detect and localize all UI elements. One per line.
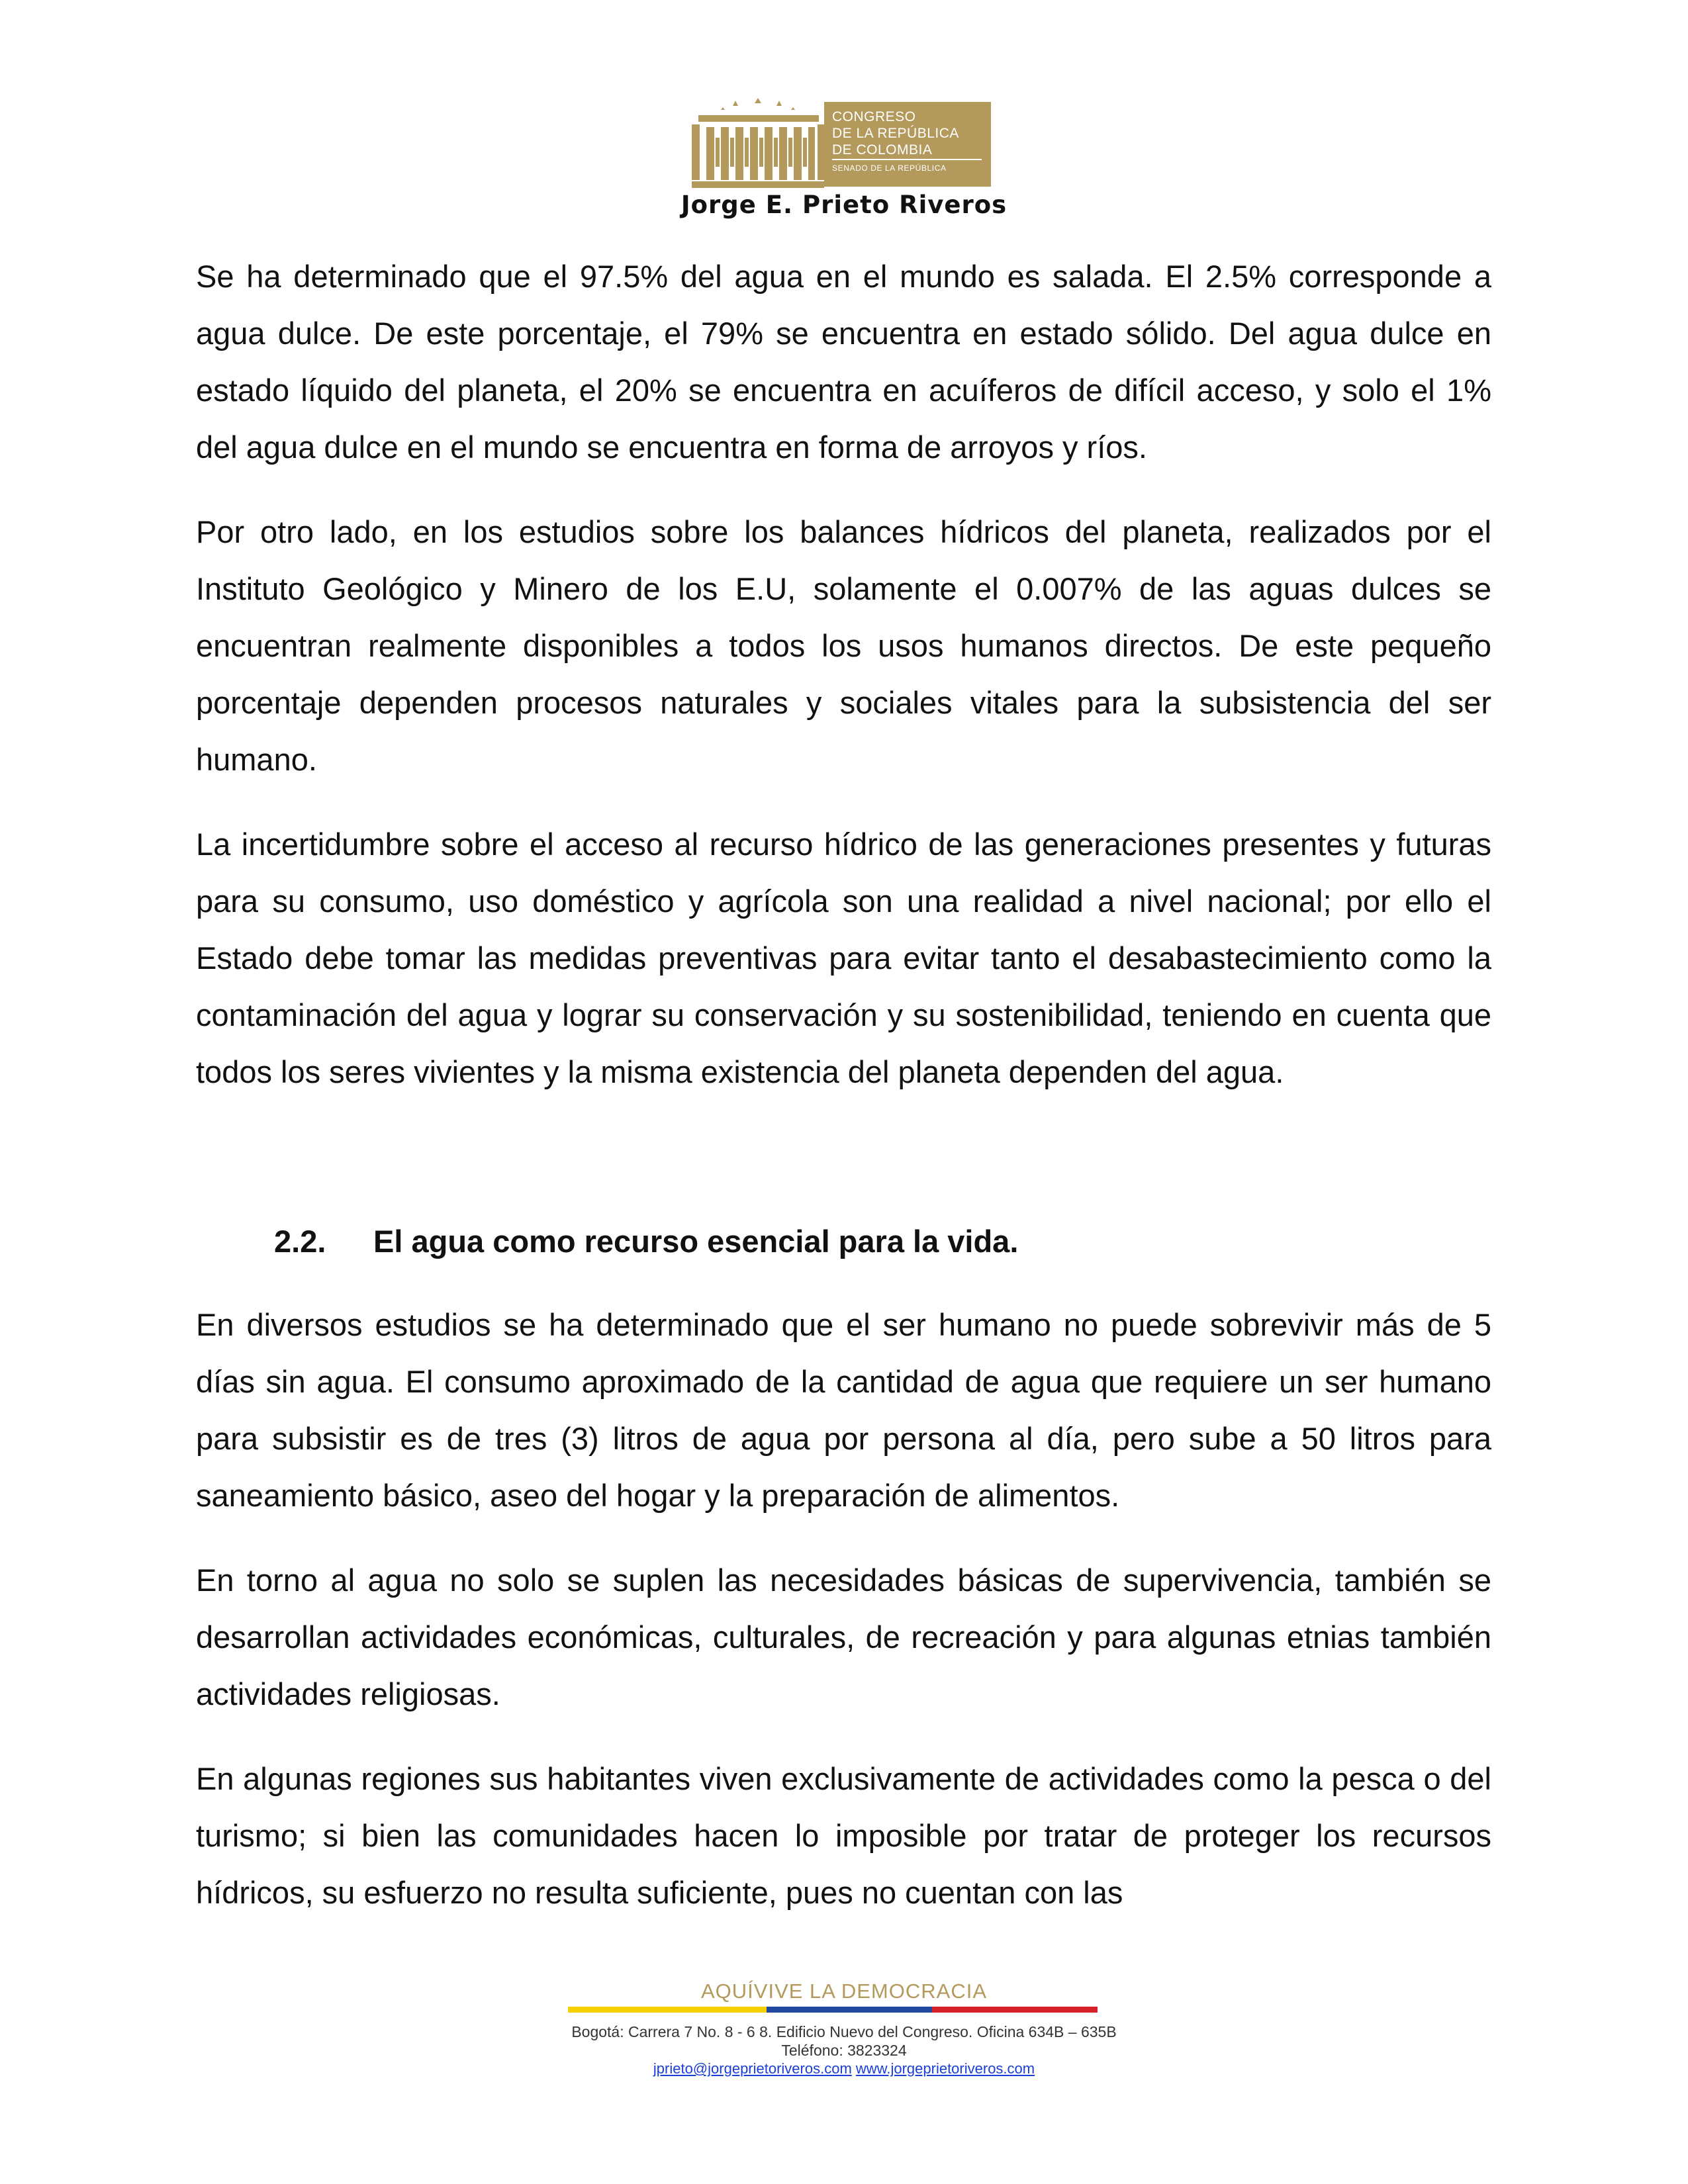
section-number: 2.2. bbox=[274, 1224, 326, 1259]
paragraph: En diversos estudios se ha determinado que el ser humano no puede sobrevivir más de 5 días sin agua. El consumo aproximado de la cantidad de agua que requiere un ser humano para subsistir es de tres (3) litros de agua por persona al día, pero sube a 50 litros para saneamiento básico, aseo del hogar y la preparación de alimentos. bbox=[196, 1307, 1491, 1513]
paragraph: En algunas regiones sus habitantes viven exclusivamente de actividades como la pesca o del turismo; si bien las comunidades hacen lo imposible por tratar de proteger los recursos hídricos, su esfuerzo no resulta suficiente, pues no cuentan con las bbox=[196, 1761, 1491, 1910]
document-body bbox=[196, 248, 1491, 1921]
logo-subline: SENADO DE LA REPÚBLICA bbox=[832, 163, 947, 173]
paragraph: Se ha determinado que el 97.5% del agua en el mundo es salada. El 2.5% corresponde a agua dulce. De este porcentaje, el 79% se encuentra en estado sólido. Del agua dulce en estado líquido del planeta, el 20% se encuentra en acuíferos de difícil acceso, y solo el 1% del agua dulce en el mundo se encuentra en forma de arroyos y ríos. bbox=[196, 259, 1491, 465]
section-heading bbox=[196, 1213, 1491, 1270]
logo-text-box bbox=[824, 102, 991, 187]
colombia-flag-bar bbox=[568, 2007, 1098, 2013]
website-link[interactable]: www.jorgeprietoriveros.com bbox=[855, 2060, 1035, 2077]
paragraph: En torno al agua no solo se suplen las necesidades básicas de supervivencia, también se desarrollan actividades económicas, culturales, de recreación y para algunas etnias también actividades religiosas. bbox=[196, 1563, 1491, 1711]
footer-phone: Teléfono: 3823324 bbox=[781, 2042, 907, 2059]
flag-blue-stripe bbox=[767, 2007, 932, 2013]
section-spacer bbox=[196, 1101, 1491, 1213]
flag-red-stripe bbox=[932, 2007, 1098, 2013]
paragraph: La incertidumbre sobre el acceso al recurso hídrico de las generaciones presentes y futuras para su consumo, uso doméstico y agrícola son una realidad a nivel nacional; por ello el Estado debe tomar las medidas preventivas para evitar tanto el desabastecimiento como la contaminación del agua y lograr su conservación y su sostenibilidad, teniendo en cuenta que todos los seres vivientes y la misma existencia del planeta dependen del agua. bbox=[196, 827, 1491, 1089]
logo-line-1: CONGRESO bbox=[832, 109, 916, 124]
footer-slogan: AQUÍVIVE LA DEMOCRACIA bbox=[701, 1979, 987, 2003]
footer-address: Bogotá: Carrera 7 No. 8 - 6 8. Edificio Nuevo del Congreso. Oficina 634B – 635B bbox=[571, 2023, 1117, 2040]
logo-line-2: DE LA REPÚBLICA bbox=[832, 126, 959, 141]
page-header bbox=[0, 98, 1688, 224]
email-link[interactable]: jprieto@jorgeprietoriveros.com bbox=[653, 2060, 852, 2077]
paragraph: Por otro lado, en los estudios sobre los balances hídricos del planeta, realizados por el Instituto Geológico y Minero de los E.U, solamente el 0.007% de las aguas dulces se encuentran realmente disponibles a todos los usos humanos directos. De este pequeño porcentaje dependen procesos naturales y sociales vitales para la subsistencia del ser humano. bbox=[196, 514, 1491, 777]
section-title: El agua como recurso esencial para la vida. bbox=[373, 1224, 1019, 1259]
logo-line-3: DE COLOMBIA bbox=[832, 142, 982, 160]
flag-yellow-stripe bbox=[568, 2007, 767, 2013]
capitol-building-icon bbox=[692, 98, 824, 191]
footer-links bbox=[0, 2060, 1688, 2078]
author-name: Jorge E. Prieto Riveros bbox=[680, 191, 1008, 219]
page-footer bbox=[0, 1979, 1688, 2085]
congress-logo bbox=[692, 98, 996, 191]
